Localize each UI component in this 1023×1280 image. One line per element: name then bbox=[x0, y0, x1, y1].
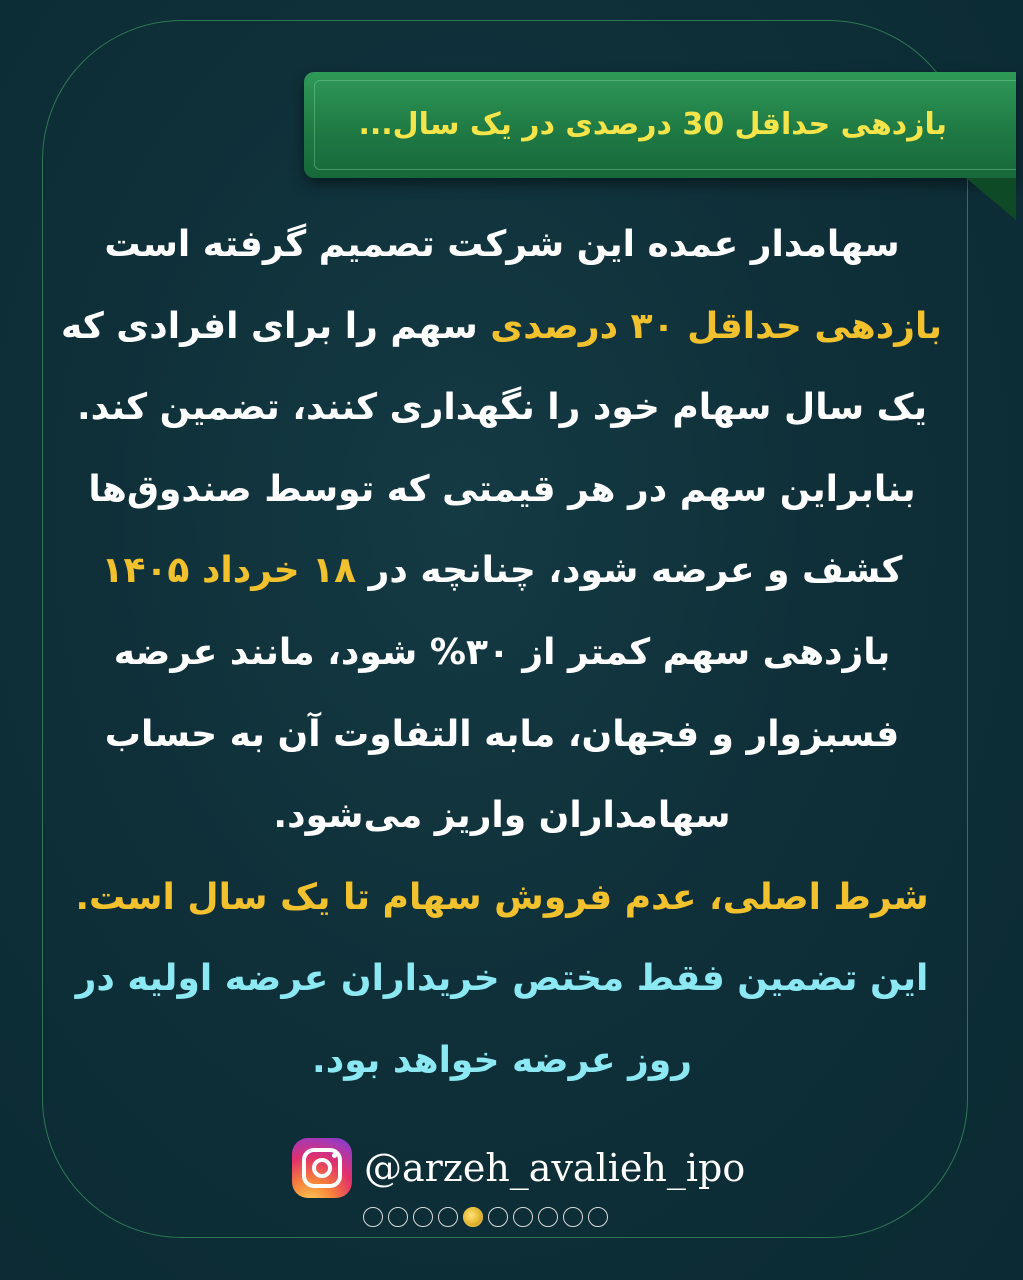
note-line-1: این تضمین فقط مختص خریداران عرضه اولیه در bbox=[75, 958, 929, 1000]
pagination-dot[interactable] bbox=[513, 1207, 533, 1227]
condition-line: شرط اصلی، عدم فروش سهام تا یک سال است. bbox=[75, 876, 929, 918]
text-line-1: سهامدار عمده این شرکت تصمیم گرفته است bbox=[104, 224, 900, 265]
main-text bbox=[62, 204, 942, 1102]
text-line-5-start: کشف و عرضه شود، چنانچه در bbox=[356, 550, 903, 592]
instagram-handle-row[interactable] bbox=[292, 1137, 745, 1199]
date-highlight: ۱۸ خرداد ۱۴۰۵ bbox=[101, 550, 357, 592]
pagination-dot[interactable] bbox=[588, 1207, 608, 1227]
instagram-icon[interactable] bbox=[292, 1138, 352, 1198]
text-line-5 bbox=[62, 530, 942, 612]
pagination-dot[interactable] bbox=[563, 1207, 583, 1227]
pagination-dot[interactable] bbox=[438, 1207, 458, 1227]
text-line-3: یک سال سهام خود را نگهداری کنند، تضمین کند. bbox=[76, 387, 928, 429]
pagination-dot[interactable] bbox=[538, 1207, 558, 1227]
note-line-2: روز عرضه خواهد بود. bbox=[312, 1039, 692, 1081]
pagination-dot[interactable] bbox=[363, 1207, 383, 1227]
pagination-dot[interactable] bbox=[413, 1207, 433, 1227]
text-line-2-rest: سهم را برای افرادی که bbox=[61, 305, 491, 347]
text-line-4: بنابراین سهم در هر قیمتی که توسط صندوق‌ها bbox=[88, 468, 916, 510]
pagination-dot[interactable] bbox=[388, 1207, 408, 1227]
text-line-8: سهامداران واریز می‌شود. bbox=[273, 795, 731, 837]
page-title: بازدهی حداقل 30 درصدی در یک سال... bbox=[358, 107, 947, 142]
instagram-handle[interactable]: @arzeh_avalieh_ipo bbox=[364, 1146, 746, 1190]
text-line-6: بازدهی سهم کمتر از ۳۰% شود، مانند عرضه bbox=[113, 631, 891, 673]
ribbon-fold bbox=[966, 178, 1016, 220]
pagination-dot[interactable] bbox=[488, 1207, 508, 1227]
pagination-dot-active[interactable] bbox=[463, 1207, 483, 1227]
pagination-dots bbox=[363, 1207, 608, 1227]
text-line-2 bbox=[62, 286, 942, 368]
text-line-7: فسبزوار و فجهان، مابه التفاوت آن به حساب bbox=[104, 713, 900, 755]
return-highlight: بازدهی حداقل ۳۰ درصدی bbox=[490, 305, 942, 347]
